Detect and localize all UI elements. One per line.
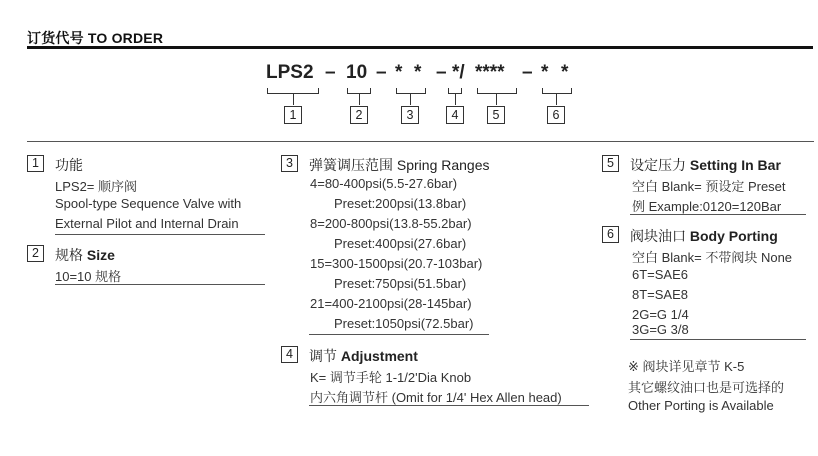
section-5-heading-en: Setting In Bar xyxy=(689,157,781,173)
section-1-line: External Pilot and Internal Drain xyxy=(55,216,239,231)
section-5-heading-cn: 设定压力 xyxy=(630,157,686,173)
code-part-port-b: * xyxy=(561,62,569,83)
section-5-heading xyxy=(630,155,781,175)
section-1-heading: 功能 xyxy=(55,157,83,173)
section-3-heading: 弹簧调压范围 Spring Ranges xyxy=(309,157,490,173)
code-part-model: LPS2 xyxy=(266,62,314,83)
section-4-heading-cn: 调节 xyxy=(309,348,337,364)
note-line: 其它螺纹油口也是可选择的 xyxy=(628,380,785,395)
code-part-dash-3: – xyxy=(436,62,447,83)
section-6-heading-cn: 阀块油口 xyxy=(630,228,686,244)
section-2-heading-en: Size xyxy=(86,247,115,263)
section-3-number: 3 xyxy=(281,155,298,172)
code-bracket-3 xyxy=(396,88,426,94)
section-2-heading xyxy=(55,245,115,265)
section-6-rule xyxy=(630,339,806,340)
code-bracket-6 xyxy=(542,88,572,94)
section-3-line: Preset:400psi(27.6bar) xyxy=(334,236,467,251)
code-part-dash-2: – xyxy=(376,62,387,83)
code-bracket-5 xyxy=(477,88,517,94)
code-part-port-a: * xyxy=(541,62,549,83)
section-5-rule xyxy=(630,214,806,215)
section-4-line: 内六角调节杆 (Omit for 1/4' Hex Allen head) xyxy=(310,390,562,405)
section-4-heading-en: Adjustment xyxy=(340,348,418,364)
section-2-rule xyxy=(55,284,265,285)
section-2-line: 10=10 规格 xyxy=(55,269,122,284)
code-position-1: 1 xyxy=(284,106,302,124)
section-2-number: 2 xyxy=(27,245,44,262)
code-position-5: 5 xyxy=(487,106,505,124)
code-part-size: 10 xyxy=(346,62,368,83)
section-6-heading-en: Body Porting xyxy=(689,228,778,244)
section-6-number: 6 xyxy=(602,226,619,243)
section-5-line: 例 Example:0120=120Bar xyxy=(632,199,782,214)
section-3-line: Preset:200psi(13.8bar) xyxy=(334,196,467,211)
section-6-line: 2G=G 1/4 xyxy=(632,307,689,322)
section-6-heading xyxy=(630,226,778,246)
title-rule xyxy=(27,46,813,49)
code-position-6: 6 xyxy=(547,106,565,124)
code-part-dash-1: – xyxy=(325,62,336,83)
code-position-2: 2 xyxy=(350,106,368,124)
section-6-line: 8T=SAE8 xyxy=(632,287,689,302)
section-2-heading-cn: 规格 xyxy=(55,247,83,263)
code-part-spring-a: * xyxy=(395,62,403,83)
section-6-line: 6T=SAE6 xyxy=(632,267,689,282)
code-part-dash-4: – xyxy=(522,62,533,83)
section-3-line: Preset:1050psi(72.5bar) xyxy=(334,316,474,331)
section-4-number: 4 xyxy=(281,346,298,363)
section-3-line: 21=400-2100psi(28-145bar) xyxy=(310,296,472,311)
section-4-line: K= 调节手轮 1-1/2'Dia Knob xyxy=(310,370,472,385)
code-stem-4 xyxy=(455,94,456,105)
section-4-rule xyxy=(309,405,589,406)
section-5-number: 5 xyxy=(602,155,619,172)
section-4-heading xyxy=(309,346,418,366)
section-3-line: Preset:750psi(51.5bar) xyxy=(334,276,467,291)
section-3-line: 8=200-800psi(13.8-55.2bar) xyxy=(310,216,472,231)
section-6-line: 空白 Blank= 不带阀块 None xyxy=(632,250,793,265)
code-position-3: 3 xyxy=(401,106,419,124)
section-1-line: LPS2= 顺序阀 xyxy=(55,179,138,194)
code-stem-5 xyxy=(496,94,497,105)
code-part-spring-b: * xyxy=(414,62,422,83)
section-1-number: 1 xyxy=(27,155,44,172)
code-stem-1 xyxy=(293,94,294,105)
section-1-line: Spool-type Sequence Valve with xyxy=(55,196,242,211)
section-3-line: 15=300-1500psi(20.7-103bar) xyxy=(310,256,483,271)
code-stem-2 xyxy=(359,94,360,105)
page-title: 订货代号 TO ORDER xyxy=(27,30,164,46)
code-stem-6 xyxy=(556,94,557,105)
note-line: ※ 阀块详见章节 K-5 xyxy=(628,359,745,374)
code-position-4: 4 xyxy=(446,106,464,124)
section-1-rule xyxy=(55,234,265,235)
section-5-line: 空白 Blank= 预设定 Preset xyxy=(632,179,786,194)
section-6-line: 3G=G 3/8 xyxy=(632,322,689,337)
code-part-setting: **** xyxy=(475,62,505,83)
code-stem-3 xyxy=(410,94,411,105)
note-line: Other Porting is Available xyxy=(628,398,774,413)
code-part-adjust: */ xyxy=(452,62,465,83)
section-divider xyxy=(27,141,814,142)
section-3-rule xyxy=(309,334,489,335)
section-3-line: 4=80-400psi(5.5-27.6bar) xyxy=(310,176,458,191)
